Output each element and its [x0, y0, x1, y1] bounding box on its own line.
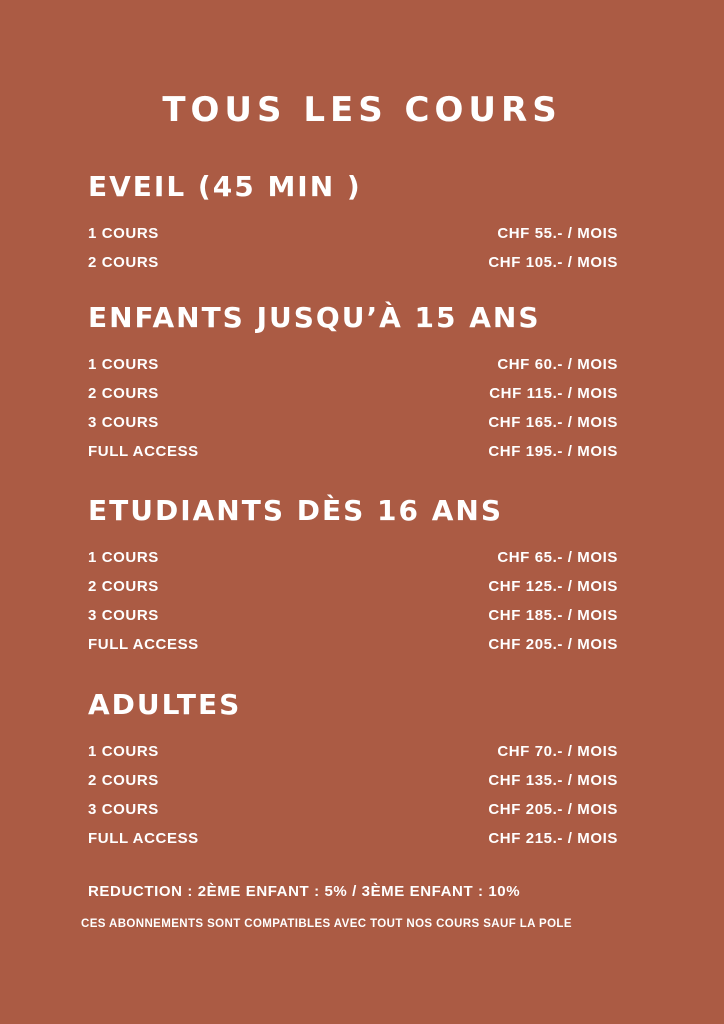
price-row [88, 248, 618, 277]
course-label: FULL ACCESS [88, 636, 199, 653]
price-row [88, 408, 618, 437]
compatibility-note: CES ABONNEMENTS SONT COMPATIBLES AVEC TOUT NOS COURS SAUF LA POLE [81, 918, 572, 930]
section-heading: ENFANTS JUSQU’À 15 ANS [88, 301, 541, 334]
section-eveil [88, 167, 618, 277]
course-label: 1 COURS [88, 356, 159, 373]
price-row [88, 766, 618, 795]
price-row [88, 795, 618, 824]
course-label: 2 COURS [88, 385, 159, 402]
section-adultes [88, 685, 618, 853]
course-price: CHF 195.- / MOIS [488, 443, 618, 460]
section-enfants [88, 298, 618, 466]
course-price: CHF 60.- / MOIS [497, 356, 618, 373]
price-row [88, 350, 618, 379]
course-label: 1 COURS [88, 549, 159, 566]
course-label: 2 COURS [88, 578, 159, 595]
course-price: CHF 185.- / MOIS [488, 607, 618, 624]
course-price: CHF 215.- / MOIS [488, 830, 618, 847]
price-row [88, 572, 618, 601]
price-rows [88, 350, 618, 466]
price-rows [88, 737, 618, 853]
price-row [88, 543, 618, 572]
course-label: FULL ACCESS [88, 443, 199, 460]
course-label: 1 COURS [88, 225, 159, 242]
course-price: CHF 125.- / MOIS [488, 578, 618, 595]
page-title: TOUS LES COURS [162, 90, 562, 130]
course-label: FULL ACCESS [88, 830, 199, 847]
price-row [88, 737, 618, 766]
course-label: 1 COURS [88, 743, 159, 760]
course-price: CHF 205.- / MOIS [488, 801, 618, 818]
course-price: CHF 55.- / MOIS [497, 225, 618, 242]
section-heading: ETUDIANTS DÈS 16 ANS [88, 494, 504, 527]
course-label: 2 COURS [88, 772, 159, 789]
section-heading: EVEIL (45 MIN ) [88, 170, 362, 203]
price-rows [88, 543, 618, 659]
price-row [88, 219, 618, 248]
course-price: CHF 105.- / MOIS [488, 254, 618, 271]
price-row [88, 824, 618, 853]
course-price: CHF 115.- / MOIS [489, 385, 618, 402]
section-etudiants [88, 491, 618, 659]
price-rows [88, 219, 618, 277]
course-label: 3 COURS [88, 414, 159, 431]
price-row [88, 379, 618, 408]
price-row [88, 630, 618, 659]
price-row [88, 601, 618, 630]
course-price: CHF 65.- / MOIS [497, 549, 618, 566]
course-price: CHF 135.- / MOIS [488, 772, 618, 789]
section-heading: ADULTES [88, 688, 242, 721]
course-label: 2 COURS [88, 254, 159, 271]
course-label: 3 COURS [88, 607, 159, 624]
reduction-text: REDUCTION : 2ÈME ENFANT : 5% / 3ÈME ENFANT : 10% [88, 883, 521, 900]
price-row [88, 437, 618, 466]
course-label: 3 COURS [88, 801, 159, 818]
course-price: CHF 70.- / MOIS [497, 743, 618, 760]
course-price: CHF 205.- / MOIS [488, 636, 618, 653]
course-price: CHF 165.- / MOIS [488, 414, 618, 431]
